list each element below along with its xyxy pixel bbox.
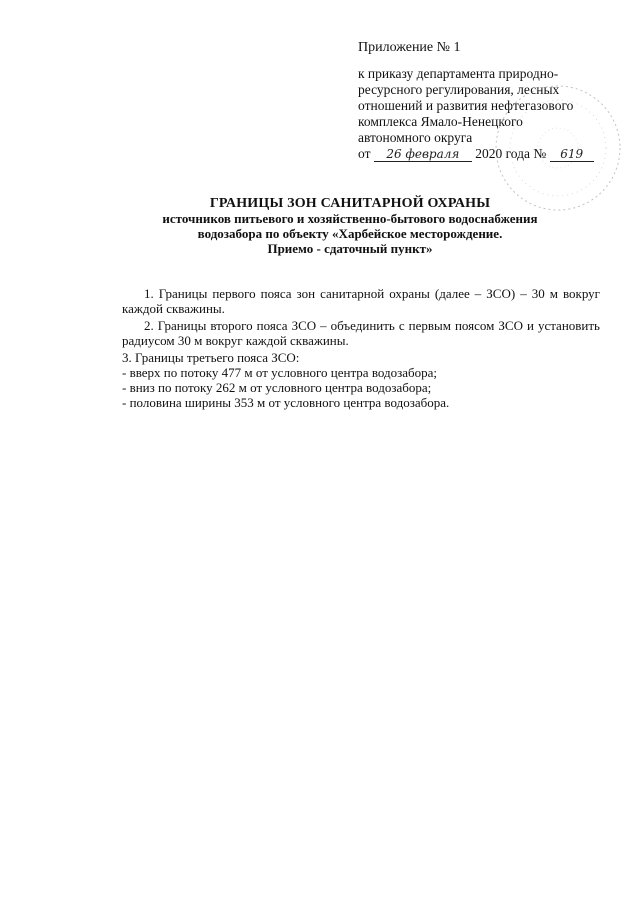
heading-line: водозабора по объекту «Харбейское месторождение. xyxy=(197,226,503,241)
handwritten-date: 26 февраля xyxy=(374,148,472,162)
document-heading xyxy=(80,196,620,256)
body-item-3: 3. Границы третьего пояса ЗСО: xyxy=(122,350,300,365)
document-body xyxy=(122,286,600,410)
heading-title: ГРАНИЦЫ ЗОН САНИТАРНОЙ ОХРАНЫ xyxy=(209,196,491,211)
date-prefix: от xyxy=(358,146,371,161)
body-item-2: 2. Границы второго пояса ЗСО – объединить с первым поясом ЗСО и установить радиусом 30 м вокруг каждой скважины. xyxy=(122,318,600,348)
annex-line: к приказу департамента природно- xyxy=(358,66,559,81)
heading-line: Приемо - сдаточный пункт» xyxy=(267,241,433,256)
sub-item: - половина ширины 353 м от условного центра водозабора. xyxy=(122,395,450,410)
number-sign: № xyxy=(533,146,547,161)
handwritten-number: 619 xyxy=(550,148,594,162)
annex-line: ресурсного регулирования, лесных xyxy=(358,82,560,97)
heading-line: источников питьевого и хозяйственно-бытового водоснабжения xyxy=(162,211,538,226)
sub-item: - вверх по потоку 477 м от условного центра водозабора; xyxy=(122,365,438,380)
annex-line: отношений и развития нефтегазового xyxy=(358,98,574,113)
body-item-1: 1. Границы первого пояса зон санитарной охраны (далее – ЗСО) – 30 м вокруг каждой скважины. xyxy=(122,286,600,316)
annex-line: комплекса Ямало-Ненецкого xyxy=(358,114,523,129)
sub-item: - вниз по потоку 262 м от условного центра водозабора; xyxy=(122,380,432,395)
year-text: 2020 года xyxy=(475,146,531,161)
annex-title: Приложение № 1 xyxy=(358,40,461,55)
annex-line: автономного округа xyxy=(358,130,473,145)
